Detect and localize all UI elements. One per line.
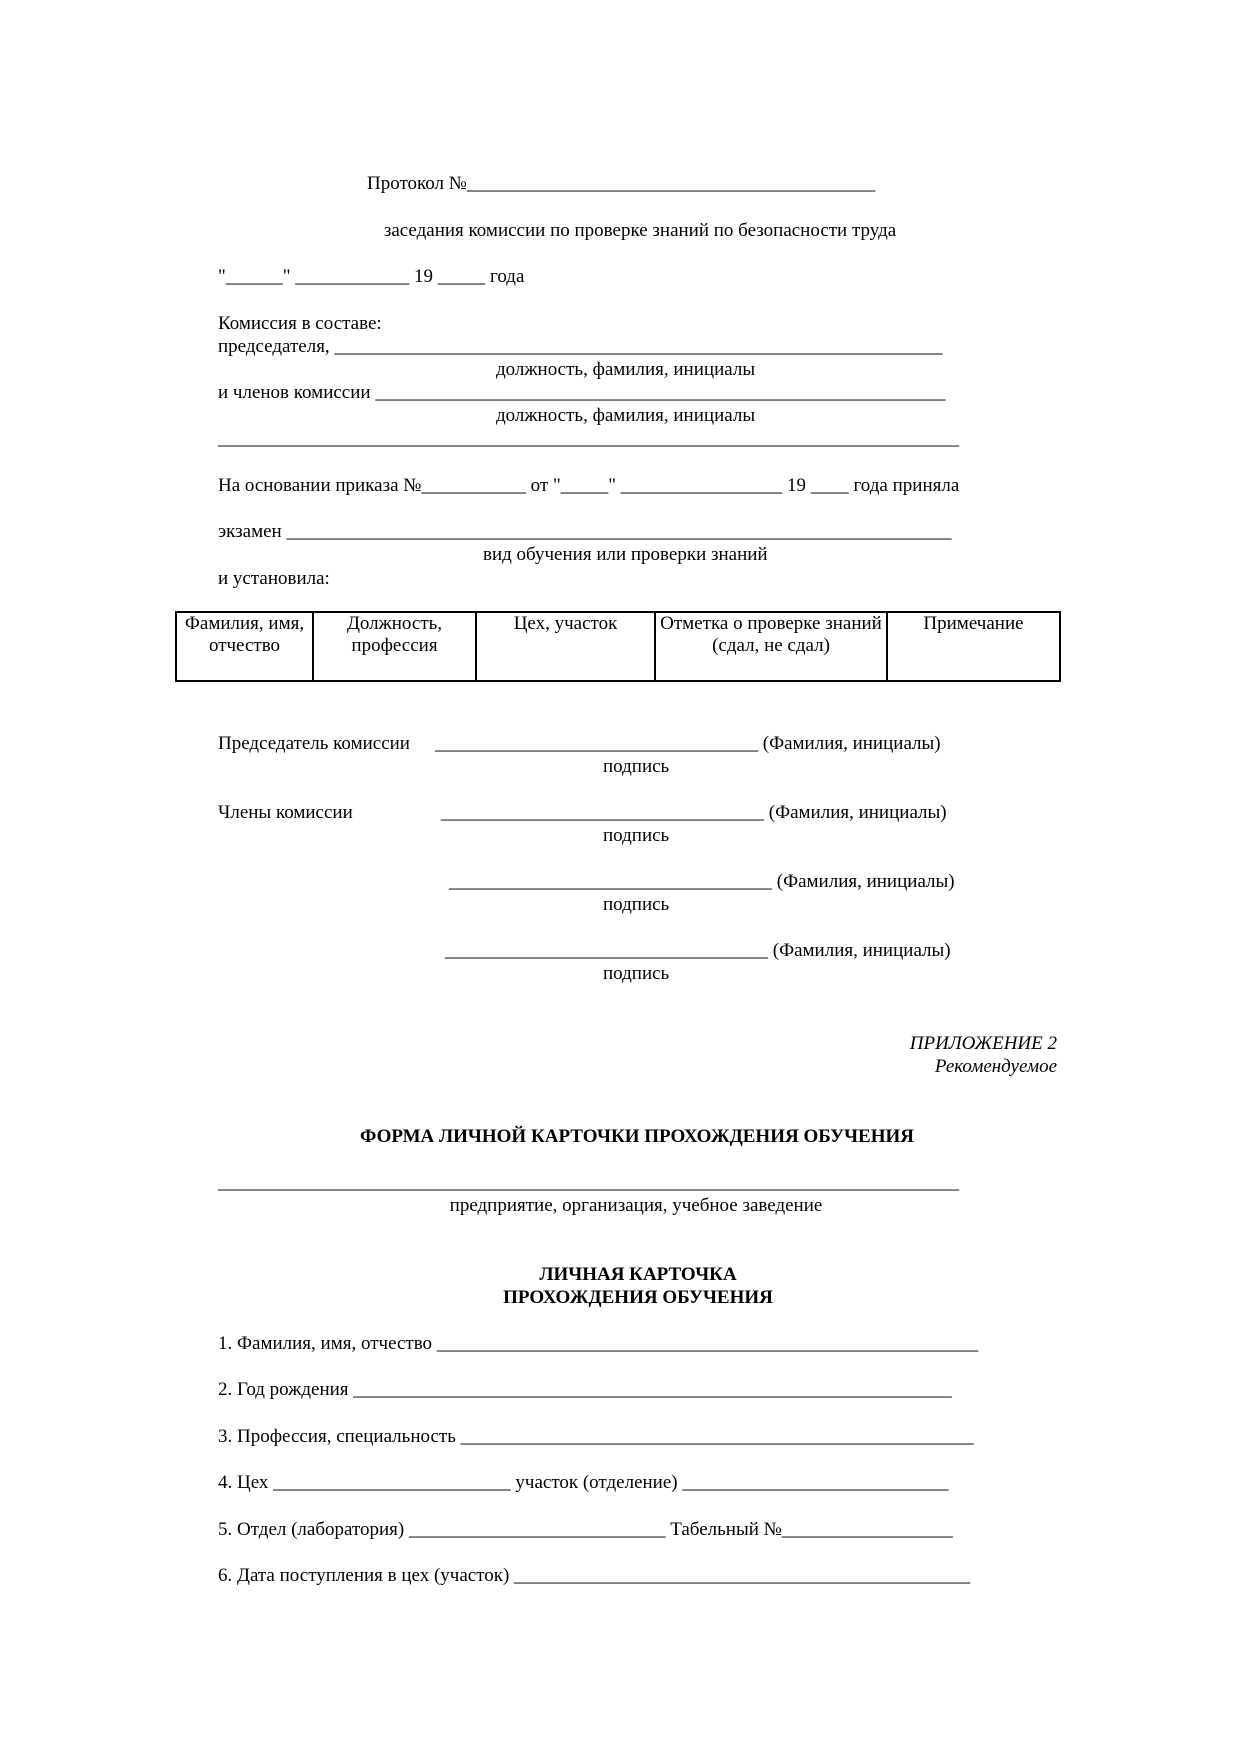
header-position: Должность, профессия	[313, 612, 476, 681]
signature-caption: подпись	[603, 756, 670, 777]
appendix-label: ПРИЛОЖЕНИЕ 2	[909, 1033, 1057, 1054]
members-signature-label: Члены комиссии	[218, 802, 353, 823]
caption-position-members: должность, фамилия, инициалы	[496, 405, 756, 426]
organization-line: ______________________________________________________________________________	[218, 1172, 959, 1193]
member-signature-line-3: __________________________________ (Фамилия, инициалы)	[445, 940, 951, 961]
member-signature-line-1: __________________________________ (Фамилия, инициалы)	[441, 802, 947, 823]
form-title: ФОРМА ЛИЧНОЙ КАРТОЧКИ ПРОХОЖДЕНИЯ ОБУЧЕНИЯ	[360, 1126, 914, 1147]
protocol-date-line: "______" ____________ 19 _____ года	[218, 266, 525, 287]
protocol-subtitle: заседания комиссии по проверке знаний по безопасности труда	[383, 220, 897, 241]
established-label: и установила:	[218, 568, 330, 589]
results-table	[175, 611, 1061, 682]
header-full-name: Фамилия, имя, отчество	[176, 612, 313, 681]
caption-position-chairman: должность, фамилия, инициалы	[496, 359, 756, 380]
field-start-date: 6. Дата поступления в цех (участок) ________________________________________________	[218, 1565, 971, 1586]
caption-exam-type: вид обучения или проверки знаний	[483, 544, 768, 565]
field-department: 5. Отдел (лаборатория) ___________________________ Табельный №__________________	[218, 1519, 953, 1540]
signature-caption: подпись	[603, 894, 670, 915]
signature-caption: подпись	[603, 825, 670, 846]
blank-line: ______________________________________________________________________________	[218, 428, 959, 449]
card-title-line-1: ЛИЧНАЯ КАРТОЧКА	[539, 1264, 737, 1285]
chairman-line: председателя, ________________________________________________________________	[218, 336, 943, 357]
appendix-recommended: Рекомендуемое	[934, 1056, 1057, 1077]
chairman-signature-line: __________________________________ (Фамилия, инициалы)	[435, 733, 941, 754]
field-full-name: 1. Фамилия, имя, отчество _________________________________________________________	[218, 1333, 979, 1354]
field-birth-year: 2. Год рождения _______________________________________________________________	[218, 1379, 952, 1400]
field-workshop: 4. Цех _________________________ участок (отделение) ____________________________	[218, 1472, 949, 1493]
members-line: и членов комиссии ____________________________________________________________	[218, 382, 946, 403]
member-signature-line-2: __________________________________ (Фамилия, инициалы)	[449, 871, 955, 892]
protocol-title: Протокол №___________________________________________	[367, 173, 876, 194]
table-header-row	[176, 612, 1060, 681]
exam-line: экзамен ______________________________________________________________________	[218, 521, 952, 542]
card-title-line-2: ПРОХОЖДЕНИЯ ОБУЧЕНИЯ	[503, 1287, 773, 1308]
header-exam-mark: Отметка о проверке знаний (сдал, не сдал)	[655, 612, 887, 681]
chairman-signature-label: Председатель комиссии	[218, 733, 410, 754]
header-workshop: Цех, участок	[476, 612, 655, 681]
header-note: Примечание	[887, 612, 1060, 681]
field-profession: 3. Профессия, специальность ______________________________________________________	[218, 1426, 974, 1447]
organization-caption: предприятие, организация, учебное заведение	[449, 1195, 823, 1216]
commission-label: Комиссия в составе:	[218, 313, 382, 334]
signature-caption: подпись	[603, 963, 670, 984]
order-line: На основании приказа №___________ от "_____" _________________ 19 ____ года приняла	[218, 475, 960, 496]
